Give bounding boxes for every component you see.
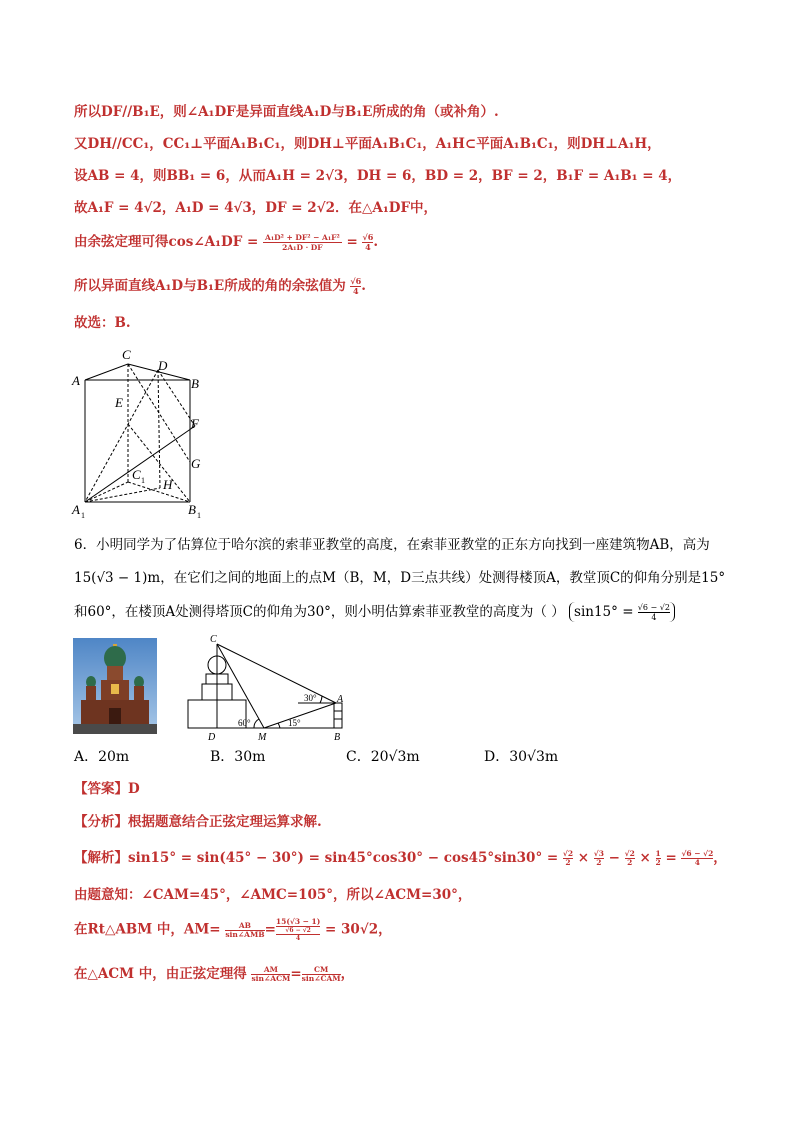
analysis-text: 根据题意结合正弦定理运算求解. xyxy=(128,814,322,830)
angle-30-label: 30° xyxy=(304,693,317,703)
cos-fraction: $\frac{\text{A₁D² + DF² − A₁F²}}{\text{2A₁D · DF}}$ xyxy=(265,233,340,252)
option-a[interactable]: A．20m xyxy=(74,749,130,765)
label-D: D xyxy=(158,358,168,373)
elevation-diagram xyxy=(180,630,350,742)
solution-line-2: 又DH//CC₁，CC₁⊥平面A₁B₁C₁，则DH⊥平面A₁B₁C₁，A₁H⊂平面A₁B₁C₁，则DH⊥A₁H， xyxy=(74,136,661,152)
question-line-3: 和60°，在楼顶A处测得塔顶C的仰角为30°，则小明估算索菲亚教堂的高度为（ ） sin15° = $\frac{√6 - √2}{4}$ xyxy=(74,602,675,622)
label-B: B xyxy=(191,376,199,391)
svg-text:1: 1 xyxy=(81,511,85,520)
angle-30-arc xyxy=(320,696,322,703)
edge-A1C1 xyxy=(85,482,128,502)
cos-formula-prefix: 由余弦定理可得cos∠A₁DF = xyxy=(74,234,264,250)
solution-line-6: 所以异面直线A₁D与B₁E所成的角的余弦值为 $\frac{√6}{4}$ . xyxy=(74,276,366,296)
angle-15-arc xyxy=(278,723,280,728)
cos-result-fraction: $\frac{√6}{4}$ xyxy=(362,232,374,252)
segment-A1F xyxy=(85,426,195,502)
solution-choice: 故选：B. xyxy=(74,315,131,331)
edge-AC xyxy=(85,364,128,380)
label-G: G xyxy=(191,456,201,471)
svg-text:1: 1 xyxy=(141,476,145,485)
angle-60-arc xyxy=(254,719,259,728)
label-C: C xyxy=(122,347,131,362)
label-A: A xyxy=(72,373,80,388)
solution-AM-line: 在Rt△ABM 中，AM= AB sin∠AMB = 15(√3 − 1) √6 − √2 4 = 30√2， xyxy=(74,917,392,942)
segment-A1H xyxy=(85,488,160,502)
angle-15-label: 15° xyxy=(288,718,301,728)
option-d[interactable]: D．30√3m xyxy=(484,749,559,765)
segment-DH xyxy=(158,370,160,488)
segment-DF xyxy=(158,370,195,426)
line-CA xyxy=(217,644,336,703)
analysis-line xyxy=(74,812,322,832)
label-E: E xyxy=(115,395,123,410)
edge-C1B1 xyxy=(128,482,190,502)
cos-value-fraction: $\frac{√6}{4}$ xyxy=(350,276,362,296)
diagram-label-B: B xyxy=(334,732,341,742)
solution-line-4: 故A₁F = 4√2，A₁D = 4√3，DF = 2√2．在△A₁DF中， xyxy=(74,200,438,216)
solution-line-3: 设AB = 4，则BB₁ = 6，从而A₁H = 2√3，DH = 6，BD = 2，BF = 2，B₁F = A₁B₁ = 4， xyxy=(74,168,682,184)
question-line-1: 6．小明同学为了估算位于哈尔滨的索菲亚教堂的高度，在索菲亚教堂的正东方向找到一座建筑物AB，高为 xyxy=(74,537,710,553)
church-photo xyxy=(73,638,157,734)
analysis-tag: 【分析】 xyxy=(74,814,128,830)
label-H: H xyxy=(163,477,173,492)
label-A1: A xyxy=(72,502,80,517)
option-c[interactable]: C．20√3m xyxy=(346,749,420,765)
solution-sin15-line: 【解析】sin15° = sin(45° − 30°) = sin45°cos30° − cos45°sin30° = $\frac{√2}{2}$ × $\frac{√3}{2}$ − $\frac{√2}{2}$ × $\frac{1}{2}$ = $\frac{√6 - √2}{4}$ ， xyxy=(74,849,727,867)
answer-tag: 【答案】 xyxy=(74,781,128,797)
label-C1: C xyxy=(132,467,141,482)
label-B1: B xyxy=(188,502,196,517)
solution-line-1: 所以DF//B₁E，则∠A₁DF是异面直线A₁D与B₁E所成的角（或补角）. xyxy=(74,104,499,120)
solution-sine-rule-line: 在△ACM 中，由正弦定理得 AM sin∠ACM = CM sin∠CAM ， xyxy=(74,965,355,983)
solution-line-5: 由余弦定理可得cos∠A₁DF = $\frac{\text{A₁D² + DF² − A₁F²}}{\text{2A₁D · DF}}$ = $\frac{√6}{4}$ . xyxy=(74,232,379,252)
prism-figure xyxy=(70,342,210,522)
diagram-label-C: C xyxy=(210,634,217,645)
label-F: F xyxy=(191,416,199,431)
answer-line xyxy=(74,779,140,799)
solution-angles-line: 由题意知：∠CAM=45°，∠AMC=105°，所以∠ACM=30°， xyxy=(74,887,472,903)
option-b[interactable]: B．30m xyxy=(210,749,266,765)
answer-value: D xyxy=(128,781,140,797)
diagram-label-M: M xyxy=(258,732,267,742)
angle-60-label: 60° xyxy=(238,718,251,728)
line-CM xyxy=(217,644,264,728)
question-line-2: 15(√3 − 1)m，在它们之间的地面上的点M（B，M，D三点共线）处测得楼顶A，教堂顶C的仰角分别是15° xyxy=(74,570,726,586)
segment-DA1 xyxy=(85,370,158,502)
svg-text:1: 1 xyxy=(197,511,201,520)
diagram-label-A: A xyxy=(337,694,344,705)
sin15-hint: sin15° = $\frac{√6 - √2}{4}$ xyxy=(569,602,675,622)
diagram-label-D: D xyxy=(208,732,216,742)
